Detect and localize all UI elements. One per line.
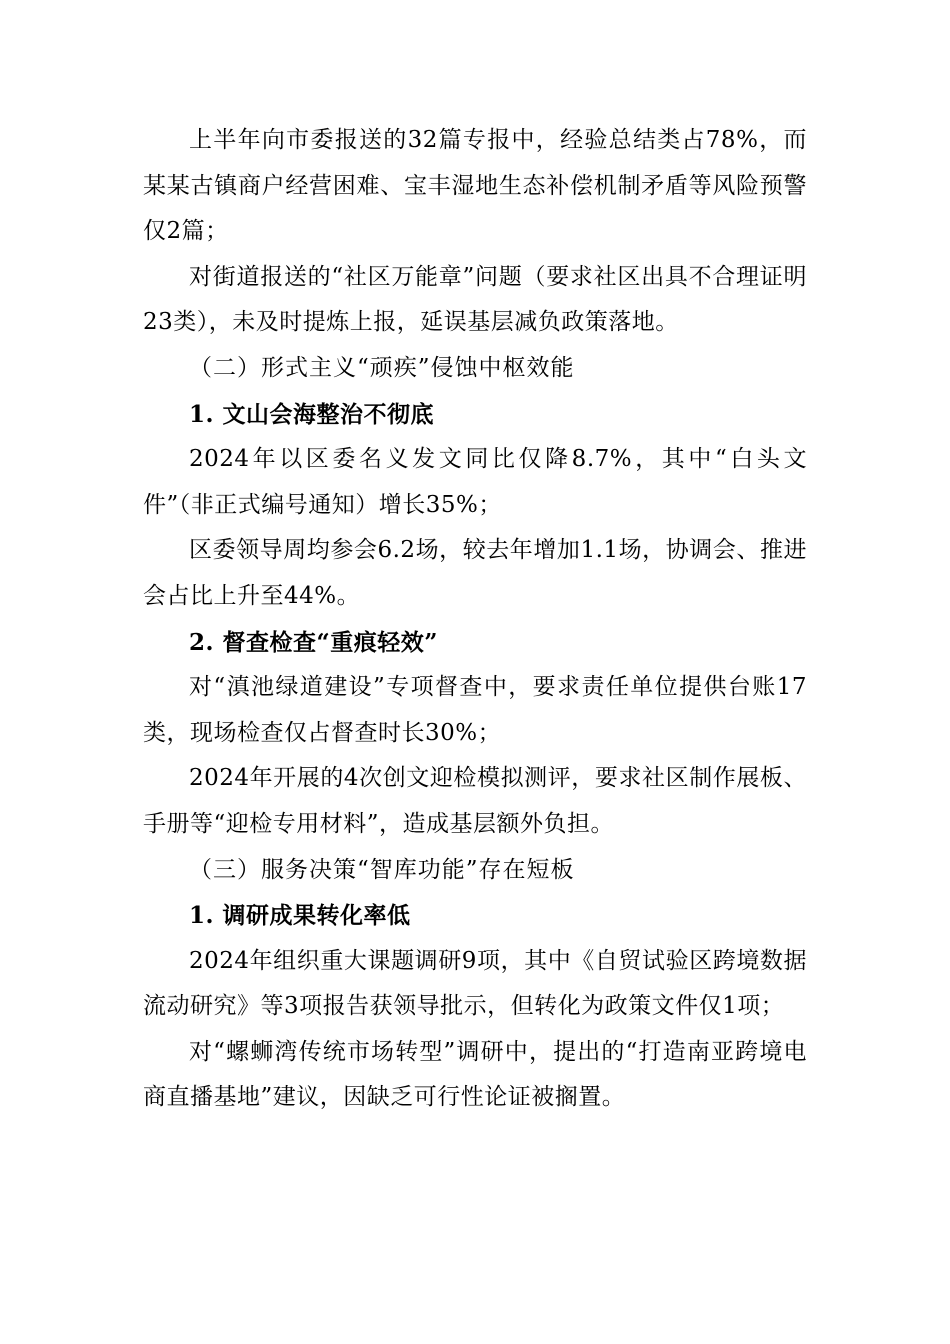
subsection-heading: 1. 调研成果转化率低 <box>189 902 411 930</box>
paragraph: 对街道报送的“社区万能章”问题（要求社区出具不合理证明23类），未及时提炼上报，延误基层减负政策落地。 <box>143 263 807 336</box>
section-heading: （二）形式主义“顽疾”侵蚀中枢效能 <box>189 354 575 381</box>
subsection-heading: 1. 文山会海整治不彻底 <box>189 400 435 428</box>
paragraph: 对“螺蛳湾传统市场转型”调研中，提出的“打造南亚跨境电商直播基地”建议，因缺乏可行性论证被搁置。 <box>143 1038 807 1111</box>
document-body <box>143 118 807 1121</box>
paragraph: 2024年以区委名义发文同比仅降8.7%，其中“白头文件”（非正式编号通知）增长35%； <box>143 446 807 518</box>
paragraph: 对“滇池绿道建设”专项督查中，要求责任单位提供台账17类，现场检查仅占督查时长30%； <box>143 674 807 746</box>
paragraph: 上半年向市委报送的32篇专报中，经验总结类占78%，而某某古镇商户经营困难、宝丰湿地生态补偿机制矛盾等风险预警仅2篇； <box>143 127 807 245</box>
section-heading: （三）服务决策“智库功能”存在短板 <box>189 856 575 883</box>
paragraph: 2024年开展的4次创文迎检模拟测评，要求社区制作展板、手册等“迎检专用材料”，造成基层额外负担。 <box>143 765 807 837</box>
subsection-heading: 2. 督查检查“重痕轻效” <box>189 628 438 656</box>
paragraph: 区委领导周均参会6.2场，较去年增加1.1场，协调会、推进会占比上升至44%。 <box>143 537 807 609</box>
paragraph: 2024年组织重大课题调研9项，其中《自贸试验区跨境数据流动研究》等3项报告获领导批示，但转化为政策文件仅1项； <box>143 947 807 1020</box>
